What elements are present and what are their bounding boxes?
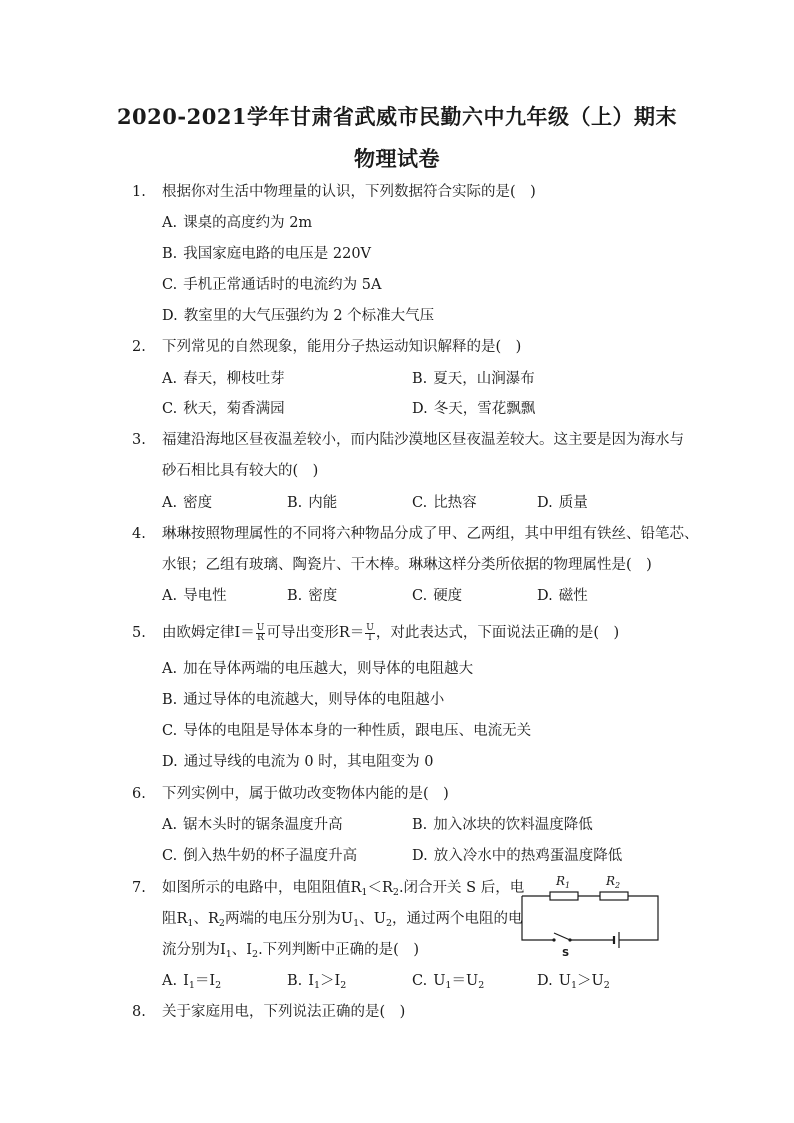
question-number: 8. <box>132 1004 146 1020</box>
q4-option-d: D. 磁性 <box>537 588 588 604</box>
q2-option-b: B. 夏天，山涧瀑布 <box>412 371 535 387</box>
resistor-r1 <box>550 892 578 900</box>
q2-option-c: C. 秋天，菊香满园 <box>162 401 285 417</box>
q1-option-d: D. 教室里的大气压强约为 2 个标准大气压 <box>162 308 435 324</box>
q1-option-b: B. 我国家庭电路的电压是 220V <box>162 246 372 262</box>
question-text-line2: 砂石相比具有较大的( ) <box>162 463 319 479</box>
q6-option-c: C. 倒入热牛奶的杯子温度升高 <box>162 848 358 864</box>
r1-label: $R_1$ <box>556 874 571 890</box>
q6-option-a: A. 锯木头时的锯条温度升高 <box>162 817 343 833</box>
q1-option-c: C. 手机正常通话时的电流约为 5A <box>162 277 382 293</box>
question-text-line1: 如图所示的电路中，电阻阻值$R_1<R_2$.闭合开关 S 后，电 <box>162 880 525 898</box>
q2-option-d: D. 冬天，雪花飘飘 <box>412 401 536 417</box>
circuit-wire-left <box>522 896 554 940</box>
switch-contact-right <box>568 938 571 941</box>
switch-contact-left <box>552 938 555 941</box>
q4-option-a: A. 导电性 <box>162 588 227 604</box>
circuit-diagram <box>518 870 662 958</box>
question-text: 关于家庭用电，下列说法正确的是( ) <box>162 1004 406 1020</box>
q7-option-a: A. $I_1=I_2$ <box>162 973 222 991</box>
q7-option-b: B. $I_1>I_2$ <box>287 973 347 991</box>
question-number: 6. <box>132 786 146 802</box>
q4-option-c: C. 硬度 <box>412 588 463 604</box>
q5-option-d: D. 通过导线的电流为 0 时，其电阻变为 0 <box>162 754 434 770</box>
q5-option-c: C. 导体的电阻是导体本身的一种性质，跟电压、电流无关 <box>162 723 532 739</box>
question-text: 由欧姆定律I＝ $\frac{U}{R}$ 可导出变形R＝ $\frac{U}{I}$ ，对此表达式，下面说法正确的是( ) <box>162 622 620 643</box>
switch-blade <box>554 933 570 940</box>
q3-option-a: A. 密度 <box>162 495 213 511</box>
question-number: 4. <box>132 526 146 542</box>
question-text-line1: 琳琳按照物理属性的不同将六种物品分成了甲、乙两组，其中甲组有铁丝、铅笔芯、 <box>162 526 699 542</box>
q2-option-a: A. 春天，柳枝吐芽 <box>162 371 285 387</box>
fraction-u-over-i: $\frac{U}{I}$ <box>366 622 374 643</box>
exam-title-line1: 2020-2021学年甘肃省武威市民勤六中九年级（上）期末 <box>116 104 678 129</box>
q3-option-c: C. 比热容 <box>412 495 477 511</box>
q7-option-d: D. $U_1>U_2$ <box>537 973 610 991</box>
exam-title-line2: 物理试卷 <box>354 146 440 171</box>
circuit-wire-right <box>619 896 658 940</box>
r2-label: $R_2$ <box>606 874 621 890</box>
question-number: 5. <box>132 625 146 641</box>
q6-option-d: D. 放入冷水中的热鸡蛋温度降低 <box>412 848 623 864</box>
resistor-r2 <box>600 892 628 900</box>
question-text: 下列实例中，属于做功改变物体内能的是( ) <box>162 786 449 802</box>
q1-option-a: A. 课桌的高度约为 2m <box>162 215 313 231</box>
q3-option-d: D. 质量 <box>537 495 588 511</box>
question-text: 下列常见的自然现象，能用分子热运动知识解释的是( ) <box>162 339 522 355</box>
question-text-line1: 福建沿海地区昼夜温差较小，而内陆沙漠地区昼夜温差较大。这主要是因为海水与 <box>162 432 684 448</box>
q4-option-b: B. 密度 <box>287 588 338 604</box>
switch-label: S <box>562 948 570 958</box>
q5-option-a: A. 加在导体两端的电压越大，则导体的电阻越大 <box>162 661 474 677</box>
fraction-u-over-r: $\frac{U}{R}$ <box>256 622 265 643</box>
q7-option-c: C. $U_1=U_2$ <box>412 973 485 991</box>
question-number: 7. <box>132 880 146 896</box>
q5-option-b: B. 通过导体的电流越大，则导体的电阻越小 <box>162 692 445 708</box>
question-text-line2: 水银；乙组有玻璃、陶瓷片、干木棒。琳琳这样分类所依据的物理属性是( ) <box>162 557 652 573</box>
question-text-line3: 流分别为$I_1$、$I_2$.下列判断中正确的是( ) <box>162 942 419 960</box>
q3-option-b: B. 内能 <box>287 495 338 511</box>
question-text-line2: 阻$R_1$、$R_2$两端的电压分别为$U_1$、$U_2$，通过两个电阻的电 <box>162 911 523 929</box>
question-text: 根据你对生活中物理量的认识，下列数据符合实际的是( ) <box>162 184 536 200</box>
question-number: 3. <box>132 432 146 448</box>
q6-option-b: B. 加入冰块的饮料温度降低 <box>412 817 593 833</box>
question-number: 2. <box>132 339 146 355</box>
question-number: 1. <box>132 184 146 200</box>
